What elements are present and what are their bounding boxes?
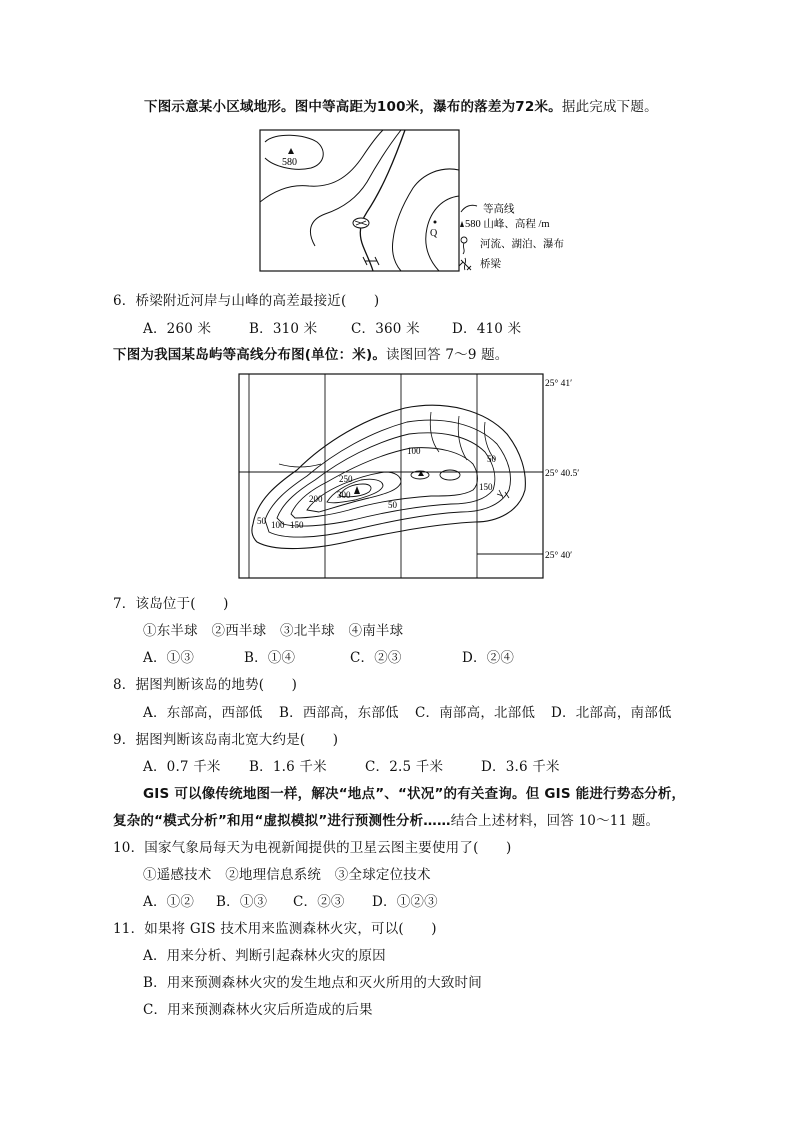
q11-option-b: B．用来预测森林火灾的发生地点和灭火所用的大致时间	[143, 975, 482, 991]
contour-line	[307, 472, 401, 512]
contour-label: 150	[290, 520, 304, 530]
legend-bridge: 桥梁	[480, 259, 501, 270]
bridge-legend-icon	[459, 258, 471, 270]
intro-1-styled: 下图示意某小区域地形。图中等高距为100米，瀑布的落差为72米。	[144, 99, 562, 115]
q6-option-b: B．310 米	[249, 321, 318, 337]
water-legend-icon	[461, 237, 467, 243]
latitude-label: 25° 40.5′	[545, 469, 580, 479]
q11-option-a: A．用来分析、判断引起森林火灾的原因	[143, 948, 386, 964]
q9-option-b: B．1.6 千米	[249, 759, 327, 775]
latitude-label: 25° 40′	[545, 551, 573, 561]
q11-stem: 11．如果将 GIS 技术用来监测森林火灾，可以( )	[113, 921, 437, 937]
q7-option-b: B．①④	[244, 650, 296, 666]
peak-icon	[354, 486, 360, 494]
island-contour-map	[235, 372, 595, 582]
terrain-map-figure	[255, 128, 575, 276]
contour-label: 300	[337, 490, 351, 500]
intro-3-line1: GIS 可以像传统地图一样，解决“地点”、“状况”的有关查询。但 GIS 能进行势态分析，	[143, 786, 686, 802]
contour-label: 50	[487, 454, 496, 464]
intro-1-plain: 据此完成下题。	[561, 99, 658, 115]
q8-option-c: C．南部高，北部低	[415, 705, 536, 721]
q6-stem: 6．桥梁附近河岸与山峰的高差最接近( )	[113, 293, 380, 309]
q11-option-c: C．用来预测森林火灾后所造成的后果	[143, 1002, 373, 1018]
contour-legend-icon	[461, 205, 477, 212]
contour-label: 250	[339, 474, 353, 484]
map-frame	[239, 374, 543, 578]
q7-option-a: A．①③	[143, 650, 195, 666]
contour-label: 50	[257, 516, 266, 526]
contour-label: 100	[271, 520, 285, 530]
intro-3-plain: 结合上述材料，回答 10～11 题。	[450, 813, 660, 829]
q10-option-c: C．②③	[293, 894, 345, 910]
q7-option-d: D．②④	[462, 650, 515, 666]
intro-2-styled: 下图为我国某岛屿等高线分布图(单位：米)。	[113, 347, 387, 363]
contour-line	[291, 448, 478, 518]
q10-stem: 10．国家气象局每天为电视新闻提供的卫星云图主要使用了( )	[113, 840, 512, 856]
contour-label: 150	[479, 482, 493, 492]
q10-choices: ①遥感技术 ②地理信息系统 ③全球定位技术	[143, 867, 431, 883]
q6-option-d: D．410 米	[452, 321, 522, 337]
legend-peak: 580 山峰、高程 /m	[465, 219, 550, 230]
point-q-label: Q	[430, 228, 438, 239]
q9-stem: 9．据图判断该岛南北宽大约是( )	[113, 732, 339, 748]
contour-label: 200	[309, 494, 323, 504]
peak-label: 580	[282, 157, 297, 168]
q7-option-c: C．②③	[350, 650, 402, 666]
q8-option-b: B．西部高，东部低	[279, 705, 399, 721]
q9-option-a: A．0.7 千米	[143, 759, 221, 775]
intro-2-plain: 读图回答 7～9 题。	[386, 347, 509, 363]
peak-legend-icon	[460, 221, 464, 227]
peak-icon	[288, 148, 294, 154]
contour-label: 50	[388, 500, 397, 510]
river-legend-stroke	[463, 243, 464, 254]
legend-water: 河流、湖泊、瀑布	[480, 239, 564, 250]
q6-option-c: C．360 米	[351, 321, 420, 337]
latitude-label: 25° 41′	[545, 379, 573, 389]
contour-line	[327, 479, 383, 503]
q8-stem: 8．据图判断该岛的地势( )	[113, 677, 298, 693]
contour-line	[392, 169, 459, 271]
q6-option-a: A．260 米	[143, 321, 212, 337]
q10-option-b: B．①③	[216, 894, 268, 910]
intro-3-line2	[113, 809, 659, 829]
river	[360, 130, 405, 271]
q10-option-a: A．①②	[143, 894, 195, 910]
legend-contour: 等高线	[483, 204, 515, 215]
q7-stem: 7．该岛位于( )	[113, 596, 229, 612]
intro-1	[144, 95, 658, 115]
q9-option-c: C．2.5 千米	[365, 759, 444, 775]
lake	[440, 470, 460, 480]
q7-choices: ①东半球 ②西半球 ③北半球 ④南半球	[143, 623, 404, 639]
q8-option-d: D．北部高，南部低	[551, 705, 672, 721]
q10-option-d: D．①②③	[372, 894, 438, 910]
point-q-marker	[434, 221, 437, 224]
q8-option-a: A．东部高，西部低	[143, 705, 263, 721]
intro-3-styled: 复杂的“模式分析”和用“虚拟模拟”进行预测性分析……	[113, 813, 451, 829]
contour-line	[430, 412, 439, 452]
contour-label: 100	[407, 446, 421, 456]
intro-2	[113, 343, 509, 363]
q9-option-d: D．3.6 千米	[481, 759, 560, 775]
shore-mark	[497, 490, 509, 498]
contour-line	[310, 130, 401, 246]
